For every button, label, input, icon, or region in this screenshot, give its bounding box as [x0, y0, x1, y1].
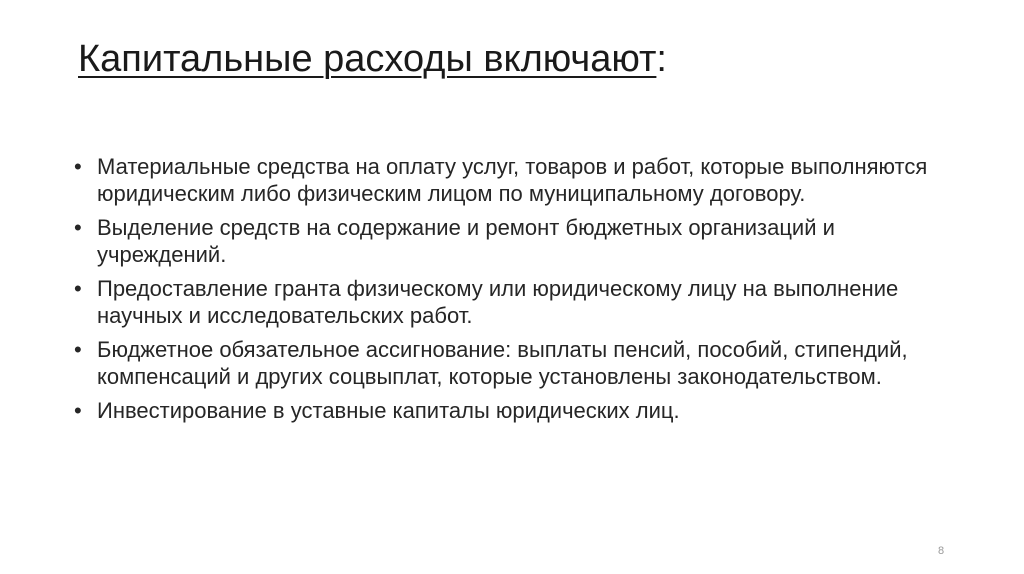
bullet-dot-icon: • [74, 276, 82, 301]
page-number: 8 [938, 545, 945, 557]
bullet-item [74, 336, 954, 390]
bullet-dot-icon: • [74, 215, 82, 240]
bullet-dot-icon: • [74, 337, 82, 362]
bullet-item [74, 275, 954, 329]
bullet-dot-icon: • [74, 398, 82, 423]
bullet-text: Бюджетное обязательное ассигнование: выплаты пенсий, пособий, стипендий, компенсаций и других соцвыплат, которые установлены законодательством. [97, 337, 908, 389]
bullet-dot-icon: • [74, 154, 82, 179]
slide-title-colon: : [656, 38, 667, 80]
bullet-list [74, 153, 954, 431]
slide-title [78, 34, 667, 84]
bullet-item [74, 153, 954, 207]
bullet-text: Материальные средства на оплату услуг, товаров и работ, которые выполняются юридическим либо физическим лицом по муниципальному договору. [97, 154, 928, 206]
slide-title-text: Капитальные расходы включают [78, 38, 657, 80]
bullet-text: Выделение средств на содержание и ремонт бюджетных организаций и учреждений. [97, 215, 835, 267]
bullet-item [74, 397, 954, 424]
bullet-text: Инвестирование в уставные капиталы юридических лиц. [97, 398, 680, 423]
bullet-item [74, 214, 954, 268]
bullet-text: Предоставление гранта физическому или юридическому лицу на выполнение научных и исследовательских работ. [97, 276, 899, 328]
